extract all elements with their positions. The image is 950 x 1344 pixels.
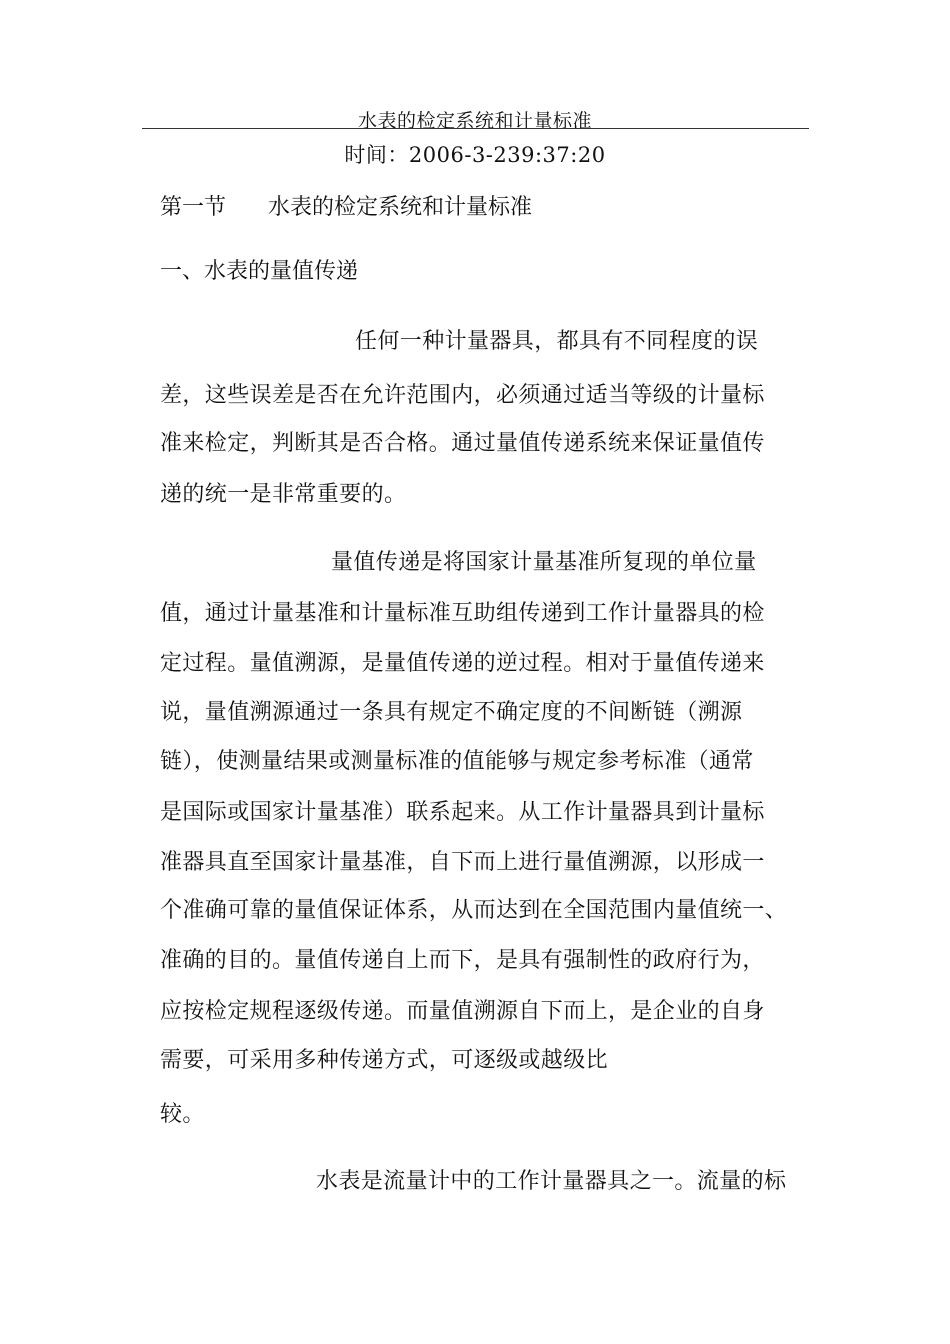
paragraph-2-line-8: 个准确可靠的量值保证体系，从而达到在全国范围内量值统一、 xyxy=(160,898,788,923)
paragraph-2-line-6: 是国际或国家计量基准）联系起来。从工作计量器具到计量标 xyxy=(160,800,765,825)
paragraph-2-line-11: 需要，可采用多种传递方式，可逐级或越级比 xyxy=(160,1048,609,1073)
section-number: 第一节 xyxy=(160,195,227,220)
header-divider xyxy=(142,128,809,129)
paragraph-2-line-3: 定过程。量值溯源，是量值传递的逆过程。相对于量值传递来 xyxy=(160,651,765,676)
paragraph-2-line-9: 准确的目的。量值传递自上而下，是具有强制性的政府行为， xyxy=(160,948,765,973)
running-header-title: 水表的检定系统和计量标准 xyxy=(357,110,592,132)
paragraph-1-line-2: 差，这些误差是否在允许范围内，必须通过适当等级的计量标 xyxy=(160,383,765,408)
section-heading xyxy=(160,190,532,221)
paragraph-1-line-1: 任何一种计量器具，都具有不同程度的误 xyxy=(355,329,759,354)
paragraph-2-line-7: 准器具直至国家计量基准，自下而上进行量值溯源，以形成一 xyxy=(160,850,765,875)
section-title: 水表的检定系统和计量标准 xyxy=(267,195,532,220)
paragraph-2-line-2: 值，通过计量基准和计量标准互助组传递到工作计量器具的检 xyxy=(160,601,765,626)
subsection-heading: 一、水表的量值传递 xyxy=(160,259,359,284)
paragraph-3-line-1: 水表是流量计中的工作计量器具之一。流量的标 xyxy=(316,1169,787,1194)
paragraph-2-line-4: 说，量值溯源通过一条具有规定不确定度的不间断链（溯源 xyxy=(160,700,743,725)
paragraph-2-line-10: 应按检定规程逐级传递。而量值溯源自下而上，是企业的自身 xyxy=(160,999,765,1024)
timestamp: 时间：2006-3-239:37:20 xyxy=(344,143,606,167)
paragraph-1-line-4: 递的统一是非常重要的。 xyxy=(160,482,407,507)
paragraph-2-line-5: 链），使测量结果或测量标准的值能够与规定参考标准（通常 xyxy=(160,749,754,774)
paragraph-2-line-12: 较。 xyxy=(160,1102,205,1127)
paragraph-2-line-1: 量值传递是将国家计量基准所复现的单位量 xyxy=(331,550,757,575)
paragraph-1-line-3: 准来检定，判断其是否合格。通过量值传递系统来保证量值传 xyxy=(160,431,765,456)
